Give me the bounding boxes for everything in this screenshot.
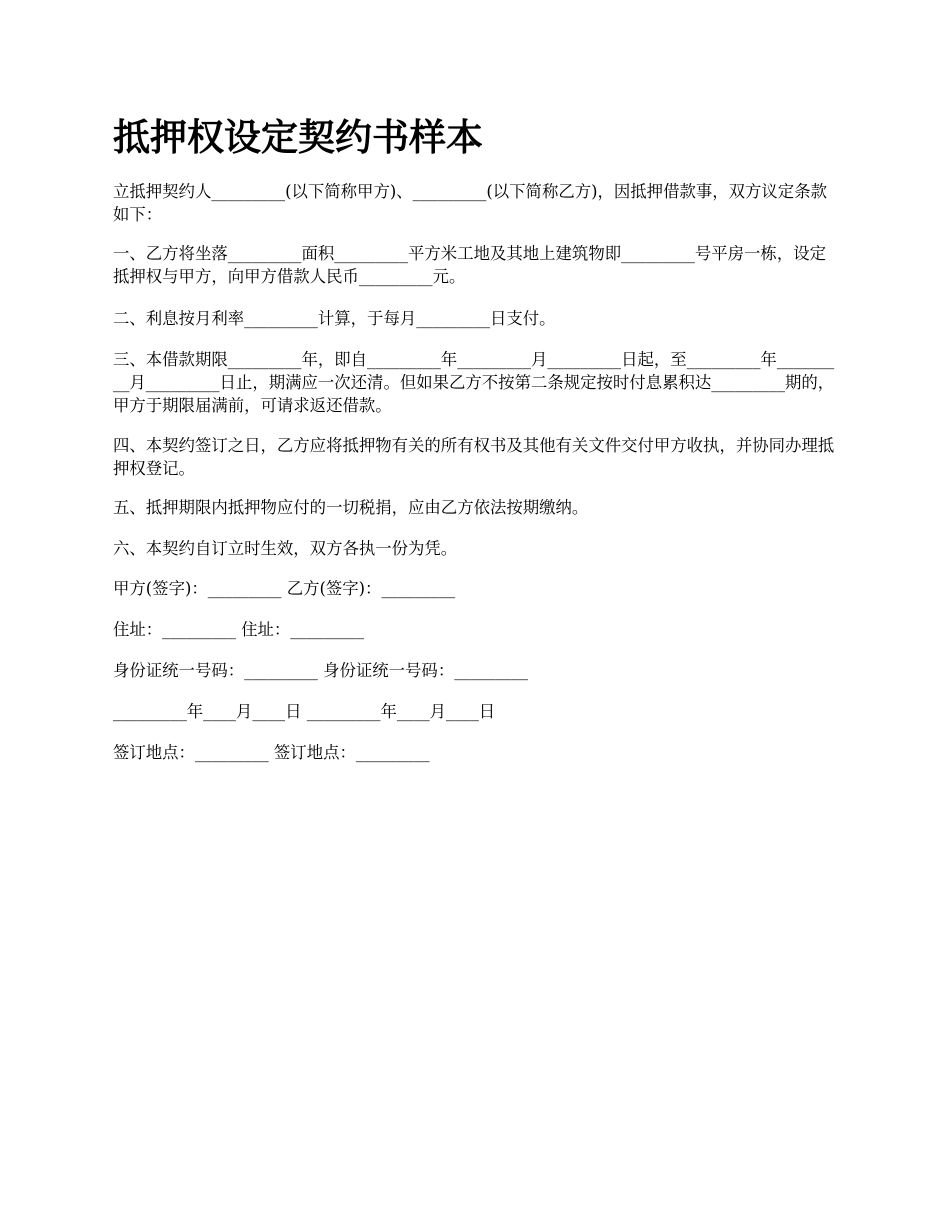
clause-1: 一、乙方将坐落_________面积_________平方米工地及其地上建筑物即_________号平房一栋，设定抵押权与甲方，向甲方借款人民币_________元。 xyxy=(113,244,826,286)
clause-2: 二、利息按月利率_________计算，于每月_________日支付。 xyxy=(113,309,556,328)
clause-3: 三、本借款期限_________年，即自_________年_________月_________日起，至_________年_________月_________日止，期满应一次还清。但如果乙方不按第二条规定按时付息累积达_________期的，甲方于期限届满前，可请求返还借款。 xyxy=(113,350,835,415)
clause-5: 五、抵押期限内抵押物应付的一切税捐，应由乙方依法按期缴纳。 xyxy=(113,498,589,517)
clause-4: 四、本契约签订之日，乙方应将抵押物有关的所有权书及其他有关文件交付甲方收执，并协同办理抵押权登记。 xyxy=(113,436,835,478)
id-number-line: 身份证统一号码：_________ 身份证统一号码：_________ xyxy=(113,661,528,680)
signature-line: 甲方(签字)：_________ 乙方(签字)：_________ xyxy=(113,579,456,598)
address-line: 住址：_________ 住址：_________ xyxy=(113,620,365,639)
page-title: 抵押权设定契约书样本 xyxy=(113,116,483,159)
clause-6: 六、本契约自订立时生效，双方各执一份为凭。 xyxy=(113,539,458,558)
date-line: _________年____月____日 _________年____月____日 xyxy=(113,702,496,721)
signing-place-line: 签订地点：_________ 签订地点：_________ xyxy=(113,743,430,762)
intro-paragraph: 立抵押契约人_________(以下简称甲方)、_________(以下简称乙方)，因抵押借款事，双方议定条款如下： xyxy=(113,182,827,224)
